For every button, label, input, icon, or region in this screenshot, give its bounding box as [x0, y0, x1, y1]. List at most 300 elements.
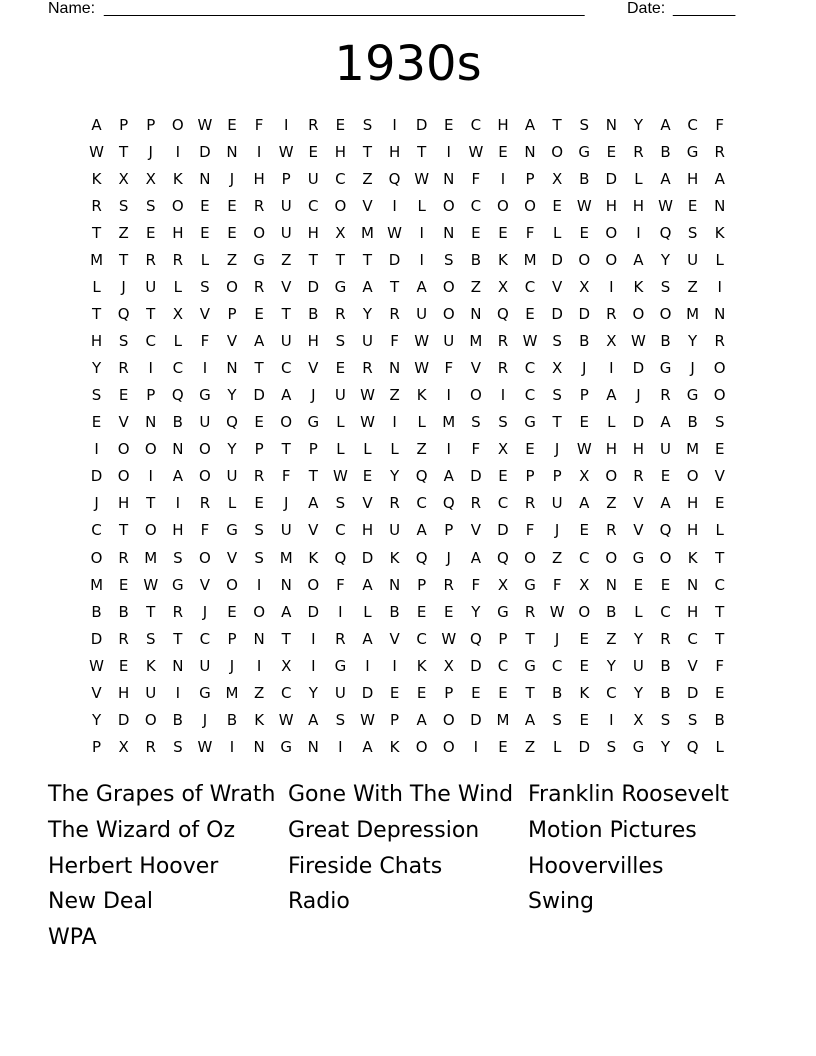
grid-letter: A	[416, 521, 427, 540]
grid-letter: M	[469, 332, 483, 351]
grid-letter: F	[525, 224, 535, 243]
grid-letter: V	[362, 197, 373, 216]
grid-letter: W	[143, 575, 159, 594]
grid-letter: C	[470, 116, 482, 134]
grid-letter: A	[660, 170, 671, 189]
grid-letter: D	[578, 305, 591, 324]
grid-letter: E	[579, 521, 589, 540]
grid-letter: F	[200, 521, 210, 540]
grid-letter: S	[687, 224, 698, 243]
grid-letter: U	[361, 332, 373, 351]
grid-letter: H	[307, 224, 319, 243]
grid-letter: C	[687, 116, 698, 134]
grid-letter: U	[280, 197, 292, 216]
grid-letter: F	[552, 575, 562, 594]
grid-letter: Z	[606, 494, 617, 513]
grid-letter: L	[715, 737, 724, 756]
grid-letter: E	[471, 224, 481, 243]
grid-letter: R	[335, 629, 346, 648]
grid-letter: V	[281, 278, 292, 297]
grid-letter: V	[199, 305, 211, 324]
grid-letter: S	[471, 413, 481, 432]
grid-letter: U	[226, 467, 238, 486]
grid-letter: J	[446, 548, 451, 567]
grid-letter: Q	[469, 629, 482, 648]
grid-letter: E	[389, 683, 400, 702]
grid-letter: Q	[686, 737, 699, 756]
grid-letter: A	[633, 251, 644, 270]
grid-letter: T	[119, 143, 129, 162]
grid-letter: Y	[227, 440, 237, 459]
grid-letter: L	[552, 737, 562, 756]
grid-letter: M	[523, 251, 537, 270]
grid-letter: O	[713, 359, 726, 378]
grid-letter: W	[332, 467, 348, 486]
grid-letter: H	[253, 170, 265, 189]
grid-letter: O	[226, 278, 238, 297]
grid-letter: C	[524, 386, 536, 405]
grid-letter: U	[307, 170, 319, 189]
grid-letter: Y	[660, 737, 671, 756]
grid-letter: B	[389, 602, 400, 621]
grid-letter: M	[442, 413, 456, 432]
grid-letter: I	[148, 467, 153, 486]
grid-letter: K	[91, 170, 102, 189]
grid-letter: G	[334, 278, 347, 297]
grid-letter: O	[524, 548, 536, 567]
grid-letter: E	[416, 602, 427, 621]
grid-letter: C	[714, 575, 725, 594]
grid-letter: R	[118, 548, 129, 567]
grid-letter: F	[715, 656, 725, 675]
grid-letter: D	[632, 413, 645, 432]
grid-letter: O	[171, 197, 184, 216]
grid-letter: J	[148, 143, 153, 162]
grid-letter: D	[388, 251, 401, 270]
grid-letter: J	[229, 656, 235, 675]
grid-letter: I	[175, 683, 181, 702]
grid-letter: I	[392, 116, 397, 134]
grid-letter: X	[552, 359, 563, 378]
grid-letter: O	[253, 602, 266, 621]
grid-letter: J	[690, 359, 695, 378]
grid-letter: Y	[308, 683, 318, 702]
date-label: Date:	[627, 0, 666, 17]
grid-letter: V	[199, 575, 211, 594]
grid-letter: V	[714, 467, 725, 486]
grid-letter: A	[524, 710, 536, 729]
grid-letter: X	[497, 575, 509, 594]
grid-letter: U	[334, 683, 346, 702]
grid-letter: O	[686, 467, 699, 486]
grid-letter: R	[714, 143, 725, 162]
grid-letter: K	[579, 683, 590, 702]
grid-letter: X	[552, 170, 563, 189]
grid-letter: L	[336, 440, 345, 459]
grid-letter: I	[148, 359, 153, 378]
grid-letter: E	[362, 467, 373, 486]
grid-letter: O	[117, 467, 130, 486]
grid-letter: M	[361, 224, 374, 243]
grid-letter: G	[172, 575, 184, 594]
grid-letter: R	[253, 467, 265, 486]
grid-letter: S	[714, 413, 725, 432]
grid-letter: T	[335, 251, 345, 270]
grid-letter: P	[227, 305, 237, 324]
grid-letter: N	[714, 305, 726, 324]
grid-letter: C	[524, 278, 536, 297]
grid-letter: A	[660, 494, 671, 513]
grid-letter: E	[714, 494, 725, 513]
grid-letter: F	[471, 440, 481, 459]
grid-letter: E	[552, 197, 562, 216]
grid-letter: L	[92, 278, 101, 297]
grid-letter: A	[91, 116, 102, 134]
grid-letter: H	[497, 116, 509, 134]
grid-letter: P	[119, 116, 129, 134]
grid-letter: T	[146, 305, 156, 324]
grid-letter: G	[524, 656, 536, 675]
grid-letter: W	[278, 710, 294, 729]
grid-letter: Z	[226, 251, 238, 270]
grid-letter: G	[578, 143, 591, 162]
grid-letter: U	[687, 251, 699, 270]
grid-letter: D	[551, 251, 563, 270]
grid-letter: I	[446, 386, 451, 405]
word-list-item: WPA	[48, 925, 97, 951]
grid-letter: N	[172, 656, 184, 675]
grid-letter: T	[91, 305, 102, 324]
grid-letter: I	[365, 656, 370, 675]
grid-letter: G	[632, 737, 645, 756]
grid-letter: S	[335, 332, 346, 351]
grid-letter: R	[362, 359, 373, 378]
grid-letter: R	[443, 575, 454, 594]
grid-letter: T	[389, 278, 400, 297]
word-list	[48, 778, 768, 957]
grid-letter: T	[525, 683, 535, 702]
grid-letter: P	[227, 629, 237, 648]
grid-letter: B	[226, 710, 238, 729]
grid-letter: P	[390, 710, 400, 729]
grid-letter: R	[172, 251, 184, 270]
name-field-line[interactable]: ______________________________________________________	[104, 0, 585, 17]
word-list-item: Motion Pictures	[528, 817, 697, 843]
grid-letter: S	[145, 197, 156, 216]
grid-letter: X	[172, 305, 183, 324]
word-list-item: New Deal	[48, 889, 154, 915]
grid-letter: C	[199, 629, 211, 648]
grid-letter: B	[308, 305, 319, 324]
grid-letter: A	[362, 575, 373, 594]
grid-letter: A	[660, 116, 671, 134]
grid-letter: H	[686, 521, 699, 540]
grid-letter: C	[335, 170, 346, 189]
grid-letter: E	[660, 575, 671, 594]
grid-letter: B	[118, 602, 129, 621]
grid-letter: G	[280, 737, 293, 756]
grid-letter: U	[660, 440, 671, 459]
grid-letter: R	[199, 494, 211, 513]
grid-letter: I	[392, 656, 397, 675]
grid-letter: U	[334, 386, 346, 405]
grid-letter: I	[283, 116, 289, 134]
grid-letter: M	[496, 710, 510, 729]
grid-letter: P	[444, 521, 454, 540]
grid-letter: S	[552, 710, 562, 729]
grid-letter: I	[609, 359, 614, 378]
grid-letter: I	[500, 386, 506, 405]
grid-letter: O	[659, 548, 672, 567]
grid-letter: P	[146, 116, 156, 134]
grid-letter: E	[118, 386, 129, 405]
grid-letter: T	[254, 359, 264, 378]
grid-letter: Z	[470, 278, 481, 297]
grid-letter: H	[172, 224, 184, 243]
grid-letter: A	[524, 116, 536, 134]
grid-letter: Z	[552, 548, 563, 567]
grid-letter: D	[632, 359, 645, 378]
grid-letter: O	[578, 251, 591, 270]
grid-letter: R	[606, 305, 617, 324]
grid-letter: R	[389, 494, 400, 513]
grid-letter: B	[91, 602, 102, 621]
grid-letter: P	[146, 386, 156, 405]
grid-letter: N	[470, 305, 482, 324]
grid-letter: M	[225, 683, 239, 702]
grid-letter: A	[362, 629, 373, 648]
grid-letter: E	[660, 467, 671, 486]
grid-letter: E	[714, 683, 725, 702]
grid-letter: L	[200, 251, 210, 270]
grid-letter: L	[607, 413, 616, 432]
grid-letter: R	[660, 629, 671, 648]
grid-letter: V	[470, 521, 481, 540]
grid-letter: H	[90, 332, 103, 351]
grid-letter: V	[308, 359, 319, 378]
grid-letter: U	[551, 494, 563, 513]
grid-letter: T	[281, 305, 291, 324]
grid-letter: B	[579, 170, 590, 189]
grid-letter: Z	[416, 440, 427, 459]
grid-letter: H	[361, 521, 374, 540]
grid-letter: W	[197, 116, 213, 134]
grid-letter: I	[311, 656, 316, 675]
grid-letter: R	[714, 332, 725, 351]
grid-letter: C	[551, 656, 563, 675]
grid-letter: S	[498, 413, 508, 432]
grid-letter: R	[633, 143, 644, 162]
grid-letter: W	[360, 710, 375, 729]
grid-letter: S	[173, 548, 183, 567]
grid-letter: B	[660, 683, 671, 702]
grid-letter: B	[172, 413, 183, 432]
grid-letter: F	[471, 575, 481, 594]
grid-letter: E	[227, 602, 237, 621]
grid-letter: R	[497, 359, 509, 378]
grid-letter: L	[363, 440, 372, 459]
grid-letter: V	[633, 494, 644, 513]
grid-letter: J	[283, 494, 289, 513]
grid-letter: V	[118, 413, 129, 432]
grid-letter: G	[524, 575, 536, 594]
grid-letter: V	[687, 656, 698, 675]
grid-letter: S	[552, 386, 562, 405]
grid-letter: R	[470, 494, 482, 513]
grid-letter: X	[579, 467, 590, 486]
grid-letter: I	[717, 278, 722, 297]
grid-letter: U	[416, 305, 428, 324]
grid-letter: O	[497, 197, 509, 216]
grid-letter: C	[416, 629, 427, 648]
grid-letter: S	[254, 521, 264, 540]
grid-letter: P	[498, 629, 508, 648]
grid-letter: T	[715, 548, 725, 567]
grid-letter: R	[118, 359, 129, 378]
grid-letter: S	[145, 629, 156, 648]
grid-letter: B	[660, 143, 671, 162]
grid-letter: E	[200, 197, 210, 216]
grid-letter: D	[470, 656, 482, 675]
grid-letter: A	[281, 386, 292, 405]
word-list-item: Swing	[528, 889, 594, 915]
grid-letter: B	[660, 656, 671, 675]
grid-letter: F	[254, 116, 264, 134]
grid-letter: F	[390, 332, 399, 351]
grid-letter: R	[145, 251, 156, 270]
grid-letter: W	[658, 197, 673, 216]
grid-letter: E	[633, 575, 644, 594]
grid-letter: R	[118, 629, 129, 648]
grid-letter: T	[362, 143, 373, 162]
grid-letter: I	[446, 143, 451, 162]
grid-letter: C	[606, 683, 617, 702]
grid-letter: N	[605, 575, 617, 594]
grid-letter: T	[308, 251, 318, 270]
grid-letter: A	[443, 467, 454, 486]
grid-letter: O	[713, 386, 726, 405]
grid-letter: H	[686, 170, 699, 189]
grid-letter: N	[388, 359, 401, 378]
word-list-item: Great Depression	[288, 817, 480, 843]
grid-letter: W	[576, 440, 592, 459]
grid-letter: G	[199, 683, 211, 702]
grid-letter: M	[279, 548, 293, 567]
grid-letter: Q	[117, 305, 130, 324]
grid-letter: L	[417, 413, 426, 432]
grid-letter: F	[471, 170, 481, 189]
worksheet-header	[48, 0, 768, 20]
grid-letter: L	[634, 602, 643, 621]
grid-letter: I	[500, 170, 506, 189]
grid-letter: K	[498, 251, 508, 270]
grid-letter: R	[633, 467, 644, 486]
grid-letter: Y	[471, 602, 481, 621]
grid-letter: Z	[281, 251, 292, 270]
grid-letter: N	[307, 737, 319, 756]
grid-letter: U	[632, 656, 644, 675]
grid-letter: G	[226, 521, 238, 540]
grid-letter: E	[606, 143, 617, 162]
grid-letter: I	[175, 143, 181, 162]
grid-letter: Q	[171, 386, 184, 405]
grid-letter: X	[118, 170, 129, 189]
grid-letter: Z	[362, 170, 373, 189]
grid-letter: L	[634, 170, 643, 189]
grid-letter: R	[253, 278, 265, 297]
grid-letter: Y	[362, 305, 373, 324]
grid-letter: R	[172, 602, 184, 621]
grid-letter: W	[360, 386, 375, 405]
grid-letter: C	[145, 332, 156, 351]
grid-letter: I	[256, 575, 262, 594]
grid-letter: X	[633, 710, 644, 729]
grid-letter: W	[631, 332, 646, 351]
grid-letter: D	[605, 170, 618, 189]
grid-letter: G	[524, 413, 536, 432]
grid-letter: Z	[118, 224, 129, 243]
grid-letter: Q	[497, 305, 509, 324]
grid-letter: O	[551, 143, 564, 162]
grid-letter: C	[470, 197, 482, 216]
grid-letter: W	[414, 170, 430, 189]
grid-letter: N	[226, 359, 238, 378]
grid-letter: B	[579, 332, 590, 351]
grid-letter: P	[281, 170, 291, 189]
grid-letter: P	[254, 440, 264, 459]
grid-letter: T	[417, 143, 427, 162]
grid-letter: P	[552, 467, 562, 486]
grid-letter: B	[551, 683, 563, 702]
grid-letter: K	[254, 710, 265, 729]
grid-letter: J	[582, 359, 587, 378]
grid-letter: A	[172, 467, 183, 486]
grid-letter: O	[442, 197, 455, 216]
grid-letter: F	[200, 332, 210, 351]
grid-letter: L	[715, 521, 724, 540]
grid-letter: N	[253, 629, 265, 648]
grid-letter: V	[633, 521, 644, 540]
grid-letter: K	[687, 548, 698, 567]
grid-letter: A	[714, 170, 725, 189]
grid-letter: O	[442, 278, 455, 297]
grid-letter: O	[280, 413, 293, 432]
grid-letter: E	[145, 224, 156, 243]
grid-letter: O	[253, 224, 266, 243]
grid-letter: L	[336, 413, 345, 432]
grid-letter: I	[392, 413, 397, 432]
grid-letter: X	[335, 224, 346, 243]
grid-letter: R	[660, 386, 671, 405]
grid-letter: E	[335, 359, 346, 378]
grid-letter: X	[579, 278, 590, 297]
grid-letter: W	[414, 359, 430, 378]
grid-letter: H	[605, 440, 617, 459]
grid-letter: T	[715, 602, 725, 621]
grid-letter: J	[121, 278, 126, 297]
grid-letter: T	[146, 602, 156, 621]
grid-letter: X	[281, 656, 292, 675]
grid-letter: C	[497, 494, 509, 513]
grid-letter: W	[89, 143, 104, 162]
grid-letter: C	[524, 359, 536, 378]
grid-letter: P	[579, 386, 589, 405]
grid-letter: U	[280, 332, 292, 351]
date-field-line[interactable]: _______	[673, 0, 736, 17]
grid-letter: K	[172, 170, 183, 189]
grid-letter: J	[202, 602, 208, 621]
grid-letter: T	[552, 413, 562, 432]
